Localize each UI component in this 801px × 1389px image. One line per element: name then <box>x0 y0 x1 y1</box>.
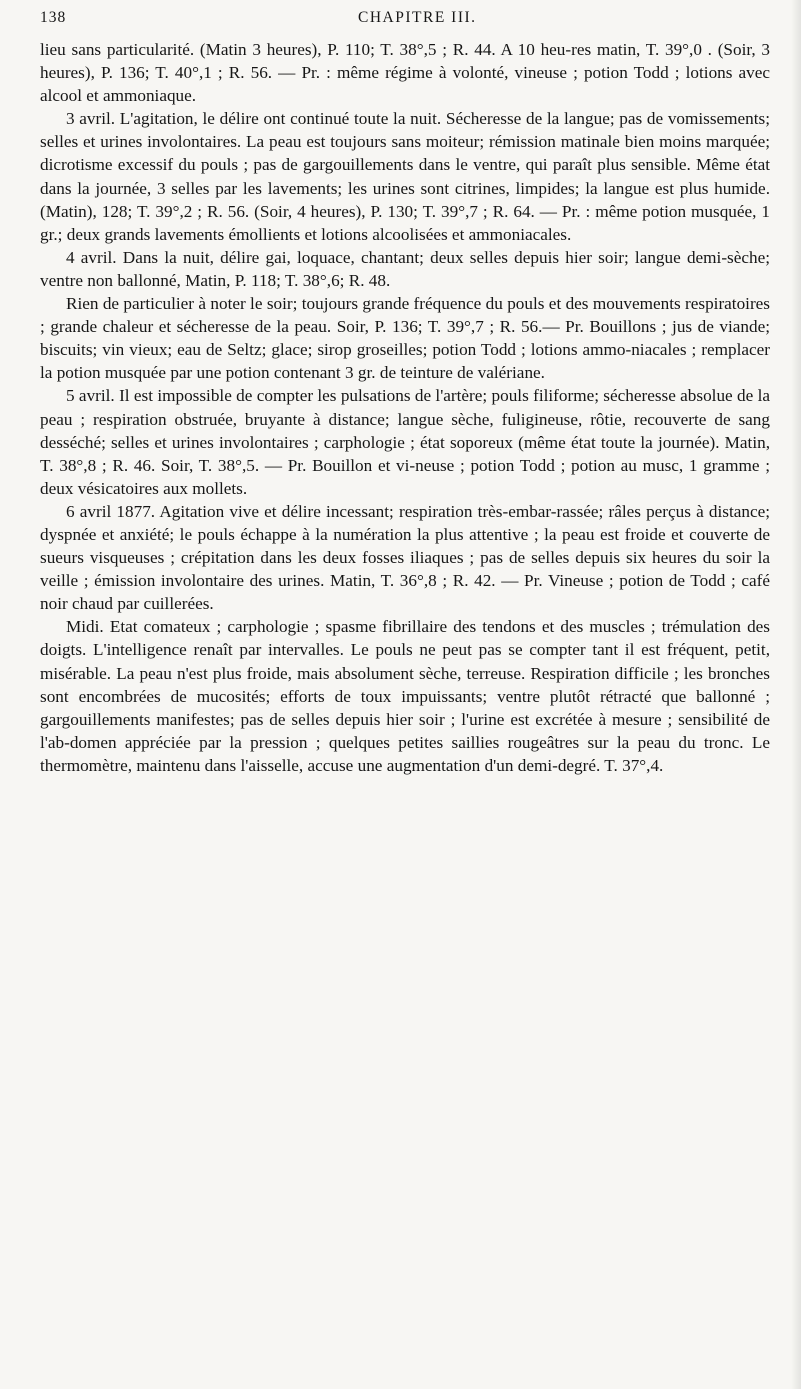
paragraph-continuation: lieu sans particularité. (Matin 3 heures), P. 110; T. 38°,5 ; R. 44. A 10 heu-res matin, T. 39°,0 . (Soir, 3 heures), P. 136; T. 40°,1 ; R. 56. — Pr. : même régime à volonté, vineuse ; potion Todd ; lotions avec alcool et ammoniaque. <box>40 40 770 106</box>
paragraph-midi: Midi. Etat comateux ; carphologie ; spasme fibrillaire des tendons et des muscles ; trémulation des doigts. L'intelligence renaît par intervalles. Le pouls ne peut pas se compter tant il est fréquent, petit, misérable. La peau n'est plus froide, mais absolument sèche, terreuse. Respiration difficile ; les bronches sont encombrées de mucosités; efforts de toux impuissants; ventre plutôt rétracté que ballonné ; gargouillements manifestes; pas de selles depuis hier soir ; l'urine est excrétée à mesure ; sensibilité de l'ab-domen appréciée par la pression ; quelques petites saillies rougeâtres sur la peau du tronc. Le thermomètre, maintenu dans l'aisselle, accuse une augmentation d'un demi-degré. T. 37°,4. <box>40 617 770 775</box>
page-header <box>40 4 770 28</box>
paragraph-5-avril: 5 avril. Il est impossible de compter les pulsations de l'artère; pouls filiforme; sécheresse absolue de la peau ; respiration obstruée, bruyante à distance; langue sèche, fuligineuse, rôtie, recouverte de sang desséché; selles et urines involontaires ; carphologie ; état soporeux (même état toute la journée). Matin, T. 38°,8 ; R. 46. Soir, T. 38°,5. — Pr. Bouillon et vi-neuse ; potion Todd ; potion au musc, 1 gramme ; deux vésicatoires aux mollets. <box>40 386 770 498</box>
paragraph-6-avril: 6 avril 1877. Agitation vive et délire incessant; respiration très-embar-rassée; râles perçus à distance; dyspnée et anxiété; le pouls échappe à la numération la plus attentive ; la peau est froide et couverte de sueurs visqueuses ; crépitation dans les deux fosses iliaques ; pas de selles depuis six heures du soir la veille ; émission involontaire des urines. Matin, T. 36°,8 ; R. 42. — Pr. Vineuse ; potion de Todd ; café noir chaud par cuillerées. <box>40 501 770 614</box>
paragraph-4-avril-soir: Rien de particulier à noter le soir; toujours grande fréquence du pouls et des mouvements respiratoires ; grande chaleur et sécheresse de la peau. Soir, P. 136; T. 39°,7 ; R. 56.— Pr. Bouillons ; jus de viande; biscuits; vin vieux; eau de Seltz; glace; sirop groseilles; potion Todd ; lotions ammo-niacales ; remplacer la potion musquée par une potion contenant 3 gr. de teinture de valériane. <box>40 294 770 383</box>
paragraph-3-avril: 3 avril. L'agitation, le délire ont continué toute la nuit. Sécheresse de la langue; pas de vomissements; selles et urines involontaires. La peau est toujours sans moiteur; rémission matinale bien moins marquée; dicrotisme excessif du pouls ; pas de gargouillements dans le ventre, qui paraît plus sensible. Même état dans la journée, 3 selles par les lavements; les urines sont citrines, limpides; la langue est plus humide. (Matin), 128; T. 39°,2 ; R. 56. (Soir, 4 heures), P. 130; T. 39°,7 ; R. 64. — Pr. : même potion musquée, 1 gr.; deux grands lavements émollients et lotions alcoolisées et ammoniacales. <box>40 109 770 244</box>
paragraph-4-avril: 4 avril. Dans la nuit, délire gai, loquace, chantant; deux selles depuis hier soir; langue demi-sèche; ventre non ballonné, Matin, P. 118; T. 38°,6; R. 48. <box>40 247 770 290</box>
body-text <box>40 38 770 777</box>
page-number: 138 <box>40 9 67 26</box>
running-title: CHAPITRE III. <box>358 9 477 26</box>
page-edge-shadow <box>791 0 801 1389</box>
